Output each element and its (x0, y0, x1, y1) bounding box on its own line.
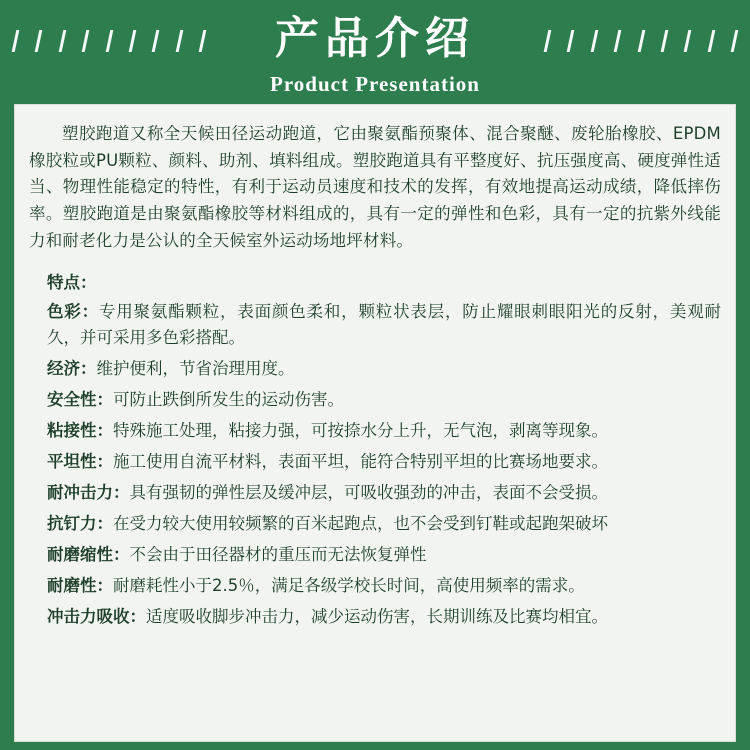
decorative-ticks-right (546, 30, 736, 52)
list-item (29, 299, 721, 351)
feature-name: 耐冲击力： (47, 482, 130, 502)
feature-text: 适度吸收脚步冲击力，减少运动伤害，长期训练及比赛均相宜。 (146, 607, 608, 627)
feature-text: 在受力较大使用较频繁的百米起跑点，也不会受到钉鞋或起跑架破坏 (113, 514, 608, 534)
list-item (29, 542, 721, 568)
intro-paragraph: 塑胶跑道又称全天候田径运动跑道，它由聚氨酯预聚体、混合聚醚、废轮胎橡胶、EPDM橡胶粒或PU颗粒、颜料、助剂、填料组成。塑胶跑道具有平整度好、抗压强度高、硬度弹性适当、物理性能稳定的特性，有利于运动员速度和技术的发挥，有效地提高运动成绩，降低摔伤率。塑胶跑道是由聚氨酯橡胶等材料组成的，具有一定的弹性和色彩，具有一定的抗紫外线能力和耐老化力是公认的全天候室外运动场地坪材料。 (29, 124, 721, 250)
feature-text: 可防止跌倒所发生的运动伤害。 (113, 389, 344, 409)
feature-text: 专用聚氨酯颗粒，表面颜色柔和，颗粒状表层，防止耀眼刺眼阳光的反射，美观耐久，并可采用多色彩搭配。 (47, 301, 722, 347)
list-item (29, 418, 721, 444)
feature-text: 特殊施工处理，粘接力强，可按捺水分上升，无气泡，剥离等现象。 (113, 420, 608, 440)
feature-name: 安全性： (47, 389, 113, 409)
feature-name: 耐磨缩性： (47, 545, 130, 565)
feature-text: 耐磨耗性小于2.5％，满足各级学校长时间，高使用频率的需求。 (113, 576, 585, 596)
list-item (29, 449, 721, 475)
list-item (29, 356, 721, 382)
list-item (29, 480, 721, 506)
feature-text: 不会由于田径器材的重压而无法恢复弹性 (129, 545, 427, 565)
list-item (29, 511, 721, 537)
title-block (165, 8, 585, 97)
feature-text: 施工使用自流平材料，表面平坦，能符合特别平坦的比赛场地要求。 (113, 451, 608, 471)
list-item (29, 387, 721, 413)
feature-name: 粘接性： (47, 420, 113, 440)
feature-name: 抗钉力： (47, 514, 113, 534)
feature-name: 冲击力吸收： (47, 607, 146, 627)
features-heading: 特点： (47, 272, 97, 292)
page-title-en: Product Presentation (270, 71, 480, 96)
decorative-ticks-left (14, 30, 204, 52)
feature-name: 色彩： (47, 301, 99, 321)
feature-list (29, 299, 721, 631)
feature-name: 平坦性： (47, 451, 113, 471)
feature-name: 耐磨性： (47, 576, 113, 596)
page-title-cn: 产品介绍 (275, 13, 475, 64)
feature-text: 维护便利，节省治理用度。 (96, 358, 295, 378)
list-item (29, 573, 721, 599)
page-header (0, 0, 750, 104)
content-card (14, 104, 736, 742)
list-item (29, 604, 721, 630)
feature-name: 经济： (47, 358, 97, 378)
feature-text: 具有强韧的弹性层及缓冲层，可吸收强劲的冲击，表面不会受损。 (129, 482, 608, 502)
